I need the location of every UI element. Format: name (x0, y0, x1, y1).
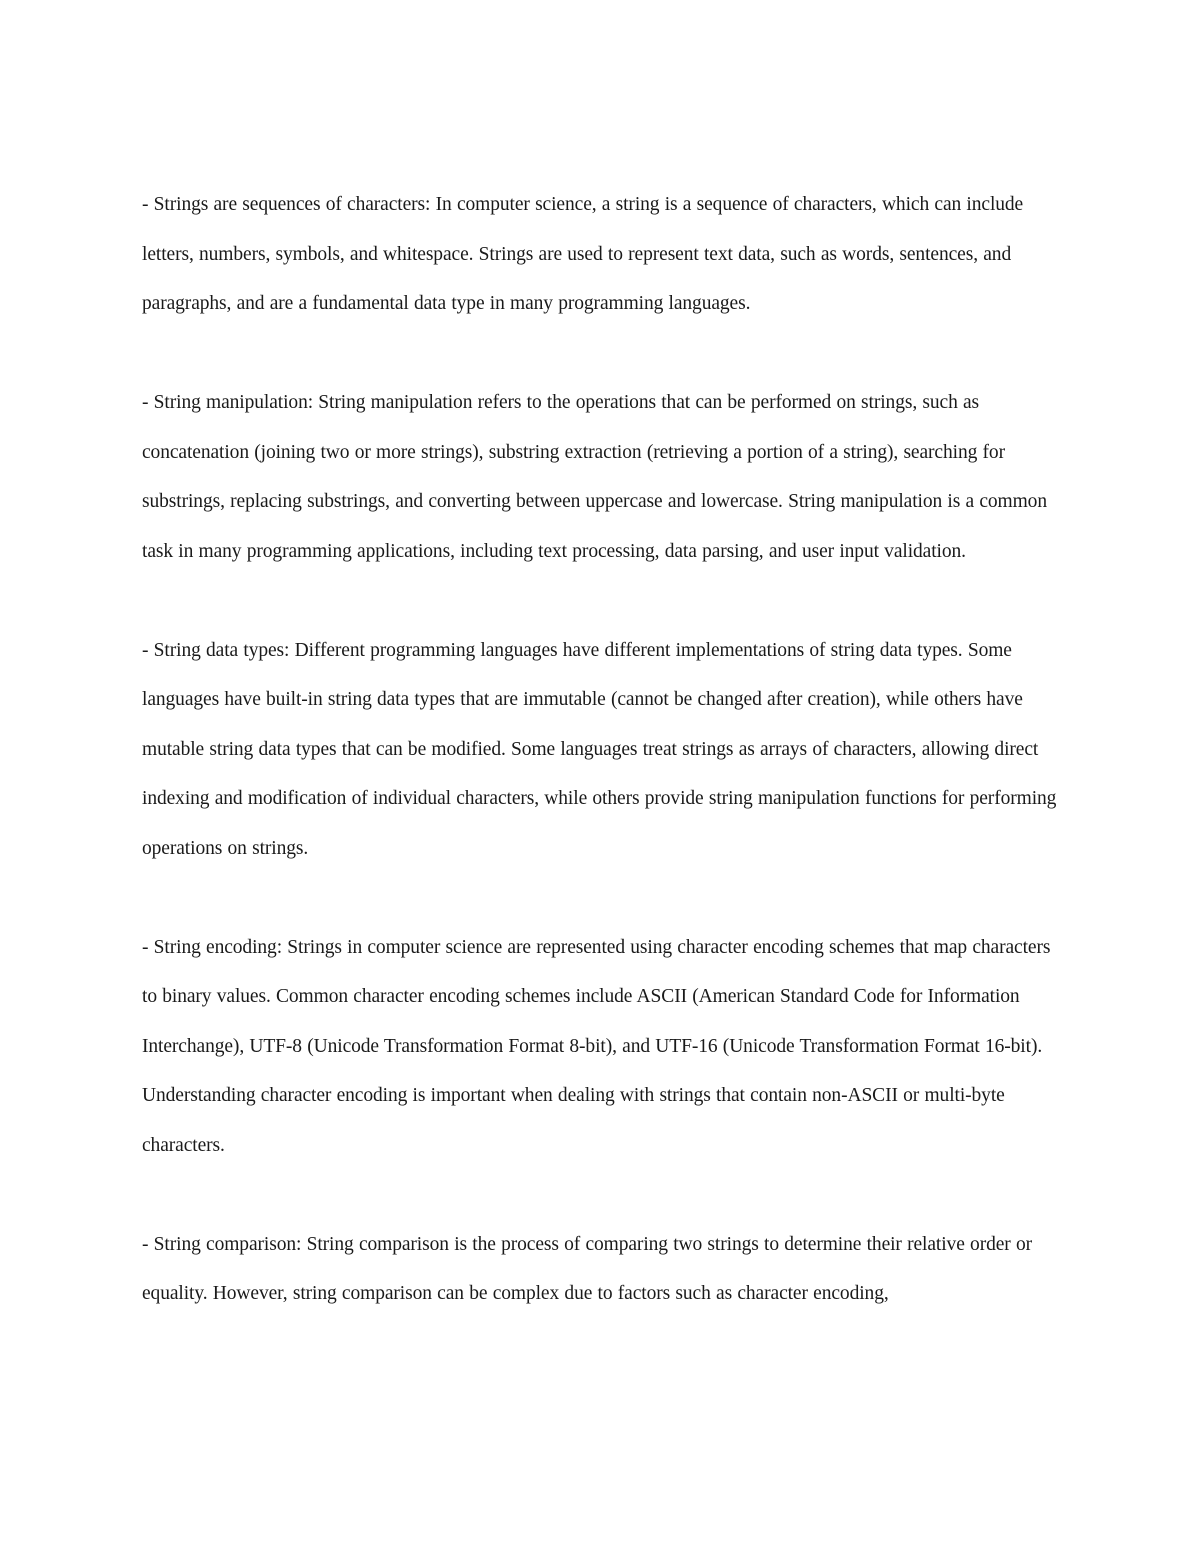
paragraph-string-manipulation: - String manipulation: String manipulation refers to the operations that can be performed on strings, such as concatenation (joining two or more strings), substring extraction (retrieving a portion of a string), searching for substrings, replacing substrings, and converting between uppercase and lowercase. String manipulation is a common task in many programming applications, including text processing, data parsing, and user input validation. (142, 392, 1047, 562)
paragraph-string-comparison: - String comparison: String comparison is the process of comparing two strings to determine their relative order or equality. However, string comparison can be complex due to factors such as character encoding, (142, 1233, 1033, 1304)
paragraph-string-data-types: - String data types: Different programming languages have different implementations of string data types. Some languages have built-in string data types that are immutable (cannot be changed after creation), while others have mutable string data types that can be modified. Some languages treat strings as arrays of characters, allowing direct indexing and modification of individual characters, while others provide string manipulation functions for performing operations on strings. (142, 639, 1057, 859)
paragraph-strings-sequences: - Strings are sequences of characters: In computer science, a string is a sequence of characters, which can include letters, numbers, symbols, and whitespace. Strings are used to represent text data, such as words, sentences, and paragraphs, and are a fundamental data type in many programming languages. (142, 194, 1024, 314)
document-body (142, 180, 1062, 1368)
paragraph-string-encoding: - String encoding: Strings in computer science are represented using character encoding schemes that map characters to binary values. Common character encoding schemes include ASCII (American Standard Code for Information Interchange), UTF-8 (Unicode Transformation Format 8-bit), and UTF-16 (Unicode Transformation Format 16-bit). Understanding character encoding is important when dealing with strings that contain non-ASCII or multi-byte characters. (142, 936, 1051, 1156)
